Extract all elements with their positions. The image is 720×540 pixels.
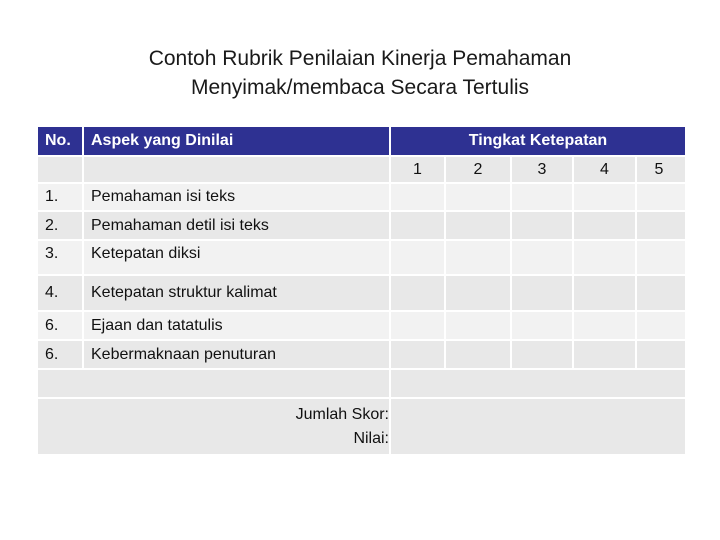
jumlah-skor-label: Jumlah Skor: [295,405,389,423]
table-row [37,211,686,240]
score-cell[interactable] [573,275,636,311]
score-cell[interactable] [636,211,686,240]
summary-labels [37,398,390,455]
table-header-row [37,126,686,156]
table-row [37,275,686,311]
score-cell[interactable] [636,340,686,369]
row-aspek: Ketepatan diksi [83,240,390,275]
level-3: 3 [511,156,573,183]
score-cell[interactable] [573,211,636,240]
header-aspek: Aspek yang Dinilai [83,126,390,156]
level-2: 2 [445,156,511,183]
level-1: 1 [390,156,445,183]
rubric-table [36,125,687,456]
score-cell[interactable] [573,183,636,211]
row-no: 6. [37,340,83,369]
row-no: 6. [37,311,83,340]
header-tingkat: Tingkat Ketepatan [390,126,686,156]
spacer-row [37,369,686,398]
score-cell[interactable] [390,340,445,369]
score-cell[interactable] [390,275,445,311]
levels-row [37,156,686,183]
row-aspek: Pemahaman isi teks [83,183,390,211]
score-cell[interactable] [573,240,636,275]
table-row [37,240,686,275]
score-cell[interactable] [390,240,445,275]
score-cell[interactable] [511,340,573,369]
table-row [37,340,686,369]
score-cell[interactable] [636,183,686,211]
table-row [37,183,686,211]
row-aspek: Kebermaknaan penuturan [83,340,390,369]
level-4: 4 [573,156,636,183]
row-aspek: Pemahaman detil isi teks [83,211,390,240]
score-cell[interactable] [573,311,636,340]
row-no: 1. [37,183,83,211]
row-no: 2. [37,211,83,240]
title-line-1: Contoh Rubrik Penilaian Kinerja Pemahaman [148,47,572,70]
nilai-label: Nilai: [353,429,389,447]
row-aspek: Ketepatan struktur kalimat [83,275,390,311]
score-cell[interactable] [573,340,636,369]
table-row [37,311,686,340]
score-cell[interactable] [511,275,573,311]
title-line-2: Menyimak/membaca Secara Tertulis [190,76,530,99]
row-aspek: Ejaan dan tatatulis [83,311,390,340]
score-cell[interactable] [445,275,511,311]
score-cell[interactable] [390,211,445,240]
score-cell[interactable] [390,311,445,340]
score-cell[interactable] [511,240,573,275]
score-cell[interactable] [636,311,686,340]
score-cell[interactable] [636,275,686,311]
page-title [0,44,720,102]
header-no: No. [37,126,83,156]
score-cell[interactable] [511,311,573,340]
score-cell[interactable] [390,183,445,211]
row-no: 3. [37,240,83,275]
row-no: 4. [37,275,83,311]
score-cell[interactable] [511,183,573,211]
score-cell[interactable] [445,340,511,369]
summary-row [37,398,686,455]
summary-value-cell[interactable] [390,398,686,455]
score-cell[interactable] [636,240,686,275]
score-cell[interactable] [445,211,511,240]
score-cell[interactable] [445,183,511,211]
level-5: 5 [654,161,664,178]
score-cell[interactable] [445,240,511,275]
score-cell[interactable] [445,311,511,340]
score-cell[interactable] [511,211,573,240]
